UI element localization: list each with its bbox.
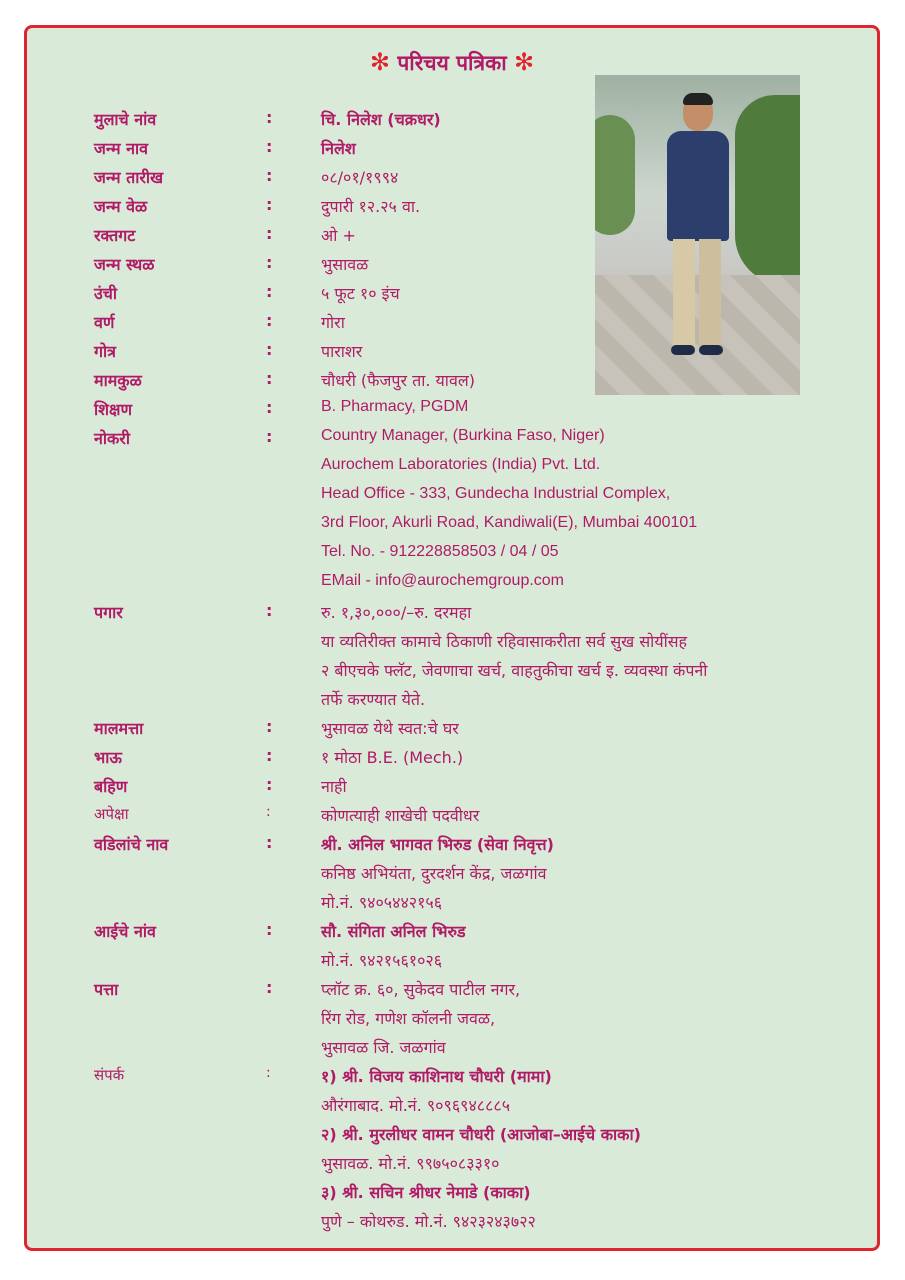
contact-name: ३) श्री. सचिन श्रीधर नेमाडे (काका) [321, 1183, 531, 1202]
father-label: वडिलांचे नाव [94, 835, 169, 854]
contact-name: १) श्री. विजय काशिनाथ चौधरी (मामा) [321, 1067, 552, 1086]
row-salary [27, 601, 827, 630]
address-label: पत्ता [94, 980, 119, 999]
row-sister [27, 775, 827, 804]
colon: : [266, 311, 273, 330]
colon: : [266, 601, 273, 620]
education-value: B. Pharmacy, PGDM [321, 398, 469, 415]
birth-name-value: निलेश [321, 139, 356, 158]
colon: : [266, 978, 273, 997]
colon: : [266, 833, 273, 852]
colon: : [266, 717, 273, 736]
brother-value: १ मोठा B.E. (Mech.) [321, 748, 464, 767]
mother-label: आईचे नांव [94, 922, 156, 941]
row-blood [27, 224, 827, 253]
colon: : [266, 1065, 271, 1081]
brother-label: भाऊ [94, 748, 122, 767]
father-line: मो.नं. ९४०५४४२१५६ [321, 893, 443, 912]
row-height [27, 282, 827, 311]
job-label: नोकरी [94, 429, 131, 448]
mamkul-label: मामकुळ [94, 371, 142, 390]
address-line: प्लॉट क्र. ६०, सुकेदव पाटील नगर, [321, 980, 521, 999]
height-label: उंची [94, 284, 118, 303]
expectation-value: कोणत्याही शाखेची पदवीधर [321, 806, 480, 825]
colon: : [266, 166, 273, 185]
job-line: Tel. No. - 912228858503 / 04 / 05 [321, 543, 559, 560]
colon: : [266, 282, 273, 301]
address-line: रिंग रोड, गणेश कॉलनी जवळ, [321, 1009, 496, 1028]
row-property [27, 717, 827, 746]
colon: : [266, 137, 273, 156]
mother-name: सौ. संगिता अनिल भिरुड [321, 922, 466, 941]
birth-name-label: जन्म नाव [94, 139, 149, 158]
name-value: चि. निलेश (चक्रधर) [321, 110, 441, 129]
row-father [27, 833, 827, 862]
biodata-card [24, 25, 880, 1251]
contact-line: भुसावळ. मो.नं. ९९७५०८३३१० [321, 1154, 500, 1173]
blood-label: रक्तगट [94, 226, 136, 245]
colon: : [266, 340, 273, 359]
contact-line: औरंगाबाद. मो.नं. ९०९६९४८८८५ [321, 1096, 511, 1115]
height-value: ५ फूट १० इंच [321, 284, 400, 303]
salary-line: तर्फे करण्यात येते. [321, 690, 426, 709]
job-line: 3rd Floor, Akurli Road, Kandiwali(E), Mumbai 400101 [321, 514, 698, 531]
row-dob [27, 166, 827, 195]
salary-line: रु. १,३०,०००/–रु. दरमहा [321, 603, 472, 622]
salary-label: पगार [94, 603, 123, 622]
name-label: मुलाचे नांव [94, 110, 157, 129]
colon: : [266, 804, 271, 820]
gotra-value: पाराशर [321, 342, 363, 361]
row-birth-name [27, 137, 827, 166]
row-mother [27, 920, 827, 949]
dob-label: जन्म तारीख [94, 168, 164, 187]
row-contact [27, 1065, 827, 1094]
row-education [27, 398, 827, 427]
birth-time-value: दुपारी १२.२५ वा. [321, 197, 421, 216]
colon: : [266, 398, 273, 417]
row-gotra [27, 340, 827, 369]
gotra-label: गोत्र [94, 342, 116, 361]
birth-time-label: जन्म वेळ [94, 197, 148, 216]
dob-value: ०८/०१/१९९४ [321, 168, 399, 187]
complexion-value: गोरा [321, 313, 345, 332]
row-job [27, 427, 827, 456]
sister-value: नाही [321, 777, 347, 796]
father-name: श्री. अनिल भागवत भिरुड (सेवा निवृत्त) [321, 835, 554, 854]
colon: : [266, 195, 273, 214]
colon: : [266, 775, 273, 794]
mamkul-value: चौधरी (फैजपुर ता. यावल) [321, 371, 475, 390]
birthplace-label: जन्म स्थळ [94, 255, 155, 274]
colon: : [266, 427, 273, 446]
star-icon: ✻ [513, 48, 535, 76]
colon: : [266, 746, 273, 765]
birthplace-value: भुसावळ [321, 255, 369, 274]
property-value: भुसावळ येथे स्वत:चे घर [321, 719, 459, 738]
star-icon: ✻ [369, 48, 391, 76]
colon: : [266, 920, 273, 939]
title-text: परिचय पत्रिका [397, 51, 507, 75]
property-label: मालमत्ता [94, 719, 144, 738]
blood-value: ओ + [321, 226, 356, 245]
father-line: कनिष्ठ अभियंता, दुरदर्शन केंद्र, जळगांव [321, 864, 547, 883]
colon: : [266, 108, 273, 127]
row-address [27, 978, 827, 1007]
contact-label: संपर्क [94, 1066, 125, 1084]
row-birthplace [27, 253, 827, 282]
mother-line: मो.नं. ९४२१५६१०२६ [321, 951, 443, 970]
colon: : [266, 224, 273, 243]
colon: : [266, 369, 273, 388]
sister-label: बहिण [94, 777, 128, 796]
row-complexion [27, 311, 827, 340]
job-line: Head Office - 333, Gundecha Industrial Complex, [321, 485, 671, 502]
job-line: Country Manager, (Burkina Faso, Niger) [321, 427, 605, 444]
row-brother [27, 746, 827, 775]
page-title [27, 48, 877, 77]
contact-line: पुणे – कोथरुड. मो.नं. ९४२३२४३७२२ [321, 1212, 536, 1231]
expectation-label: अपेक्षा [94, 805, 129, 823]
row-name [27, 108, 827, 137]
education-label: शिक्षण [94, 400, 133, 419]
address-line: भुसावळ जि. जळगांव [321, 1038, 446, 1057]
job-line: Aurochem Laboratories (India) Pvt. Ltd. [321, 456, 601, 473]
salary-line: २ बीएचके फ्लॅट, जेवणाचा खर्च, वाहतुकीचा खर्च इ. व्यवस्था कंपनी [321, 661, 708, 680]
colon: : [266, 253, 273, 272]
contact-name: २) श्री. मुरलीधर वामन चौधरी (आजोबा–आईचे काका) [321, 1125, 641, 1144]
row-mamkul [27, 369, 827, 398]
row-expectation [27, 804, 827, 833]
job-line: EMail - info@aurochemgroup.com [321, 572, 565, 589]
complexion-label: वर्ण [94, 313, 115, 332]
salary-line: या व्यतिरीक्त कामाचे ठिकाणी रहिवासाकरीता सर्व सुख सोयींसह [321, 632, 688, 651]
row-birth-time [27, 195, 827, 224]
